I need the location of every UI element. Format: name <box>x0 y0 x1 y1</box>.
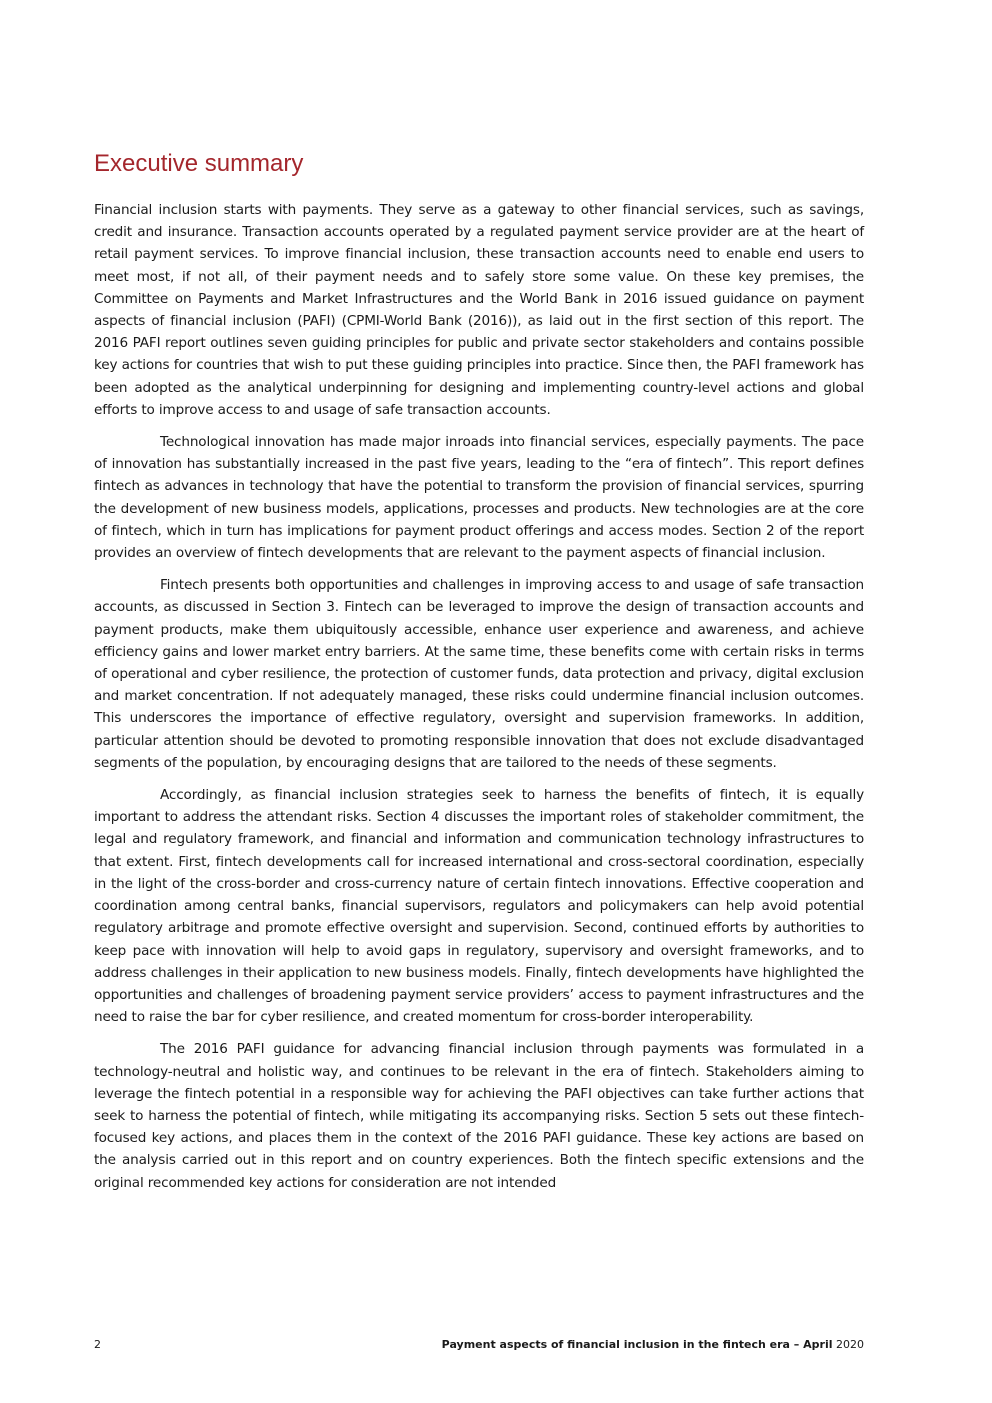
paragraph-4: Accordingly, as financial inclusion strategies seek to harness the benefits of fintech, it is equally important to address the attendant risks. Section 4 discusses the important roles of stakeholder commitment, the legal and regulatory framework, and financial and information and communication technology infrastructures to that extent. First, fintech developments call for increased international and cross-sectoral coordination, especially in the light of the cross-border and cross-currency nature of certain fintech innovations. Effective cooperation and coordination among central banks, financial supervisors, regulators and policymakers can help avoid potential regulatory arbitrage and promote effective oversight and supervision. Second, continued efforts by authorities to keep pace with innovation will help to avoid gaps in regulatory, supervisory and oversight frameworks, and to address challenges in their application to new business models. Finally, fintech developments have highlighted the opportunities and challenges of broadening payment service providers’ access to payment infrastructures and the need to raise the bar for cyber resilience, and created momentum for cross-border interoperability. <box>94 787 864 1026</box>
body-text <box>94 199 864 1204</box>
footer-title <box>442 1336 864 1354</box>
footer-year: 2020 <box>836 1338 864 1351</box>
paragraph-2: Technological innovation has made major inroads into financial services, especially payments. The pace of innovation has substantially increased in the past five years, leading to the “era of fintech”. This report defines fintech as advances in technology that have the potential to transform the provision of financial services, spurring the development of new business models, applications, processes and products. New technologies are at the core of fintech, which in turn has implications for payment product offerings and access modes. Section 2 of the report provides an overview of fintech developments that are relevant to the payment aspects of financial inclusion. <box>94 434 864 562</box>
paragraph-3: Fintech presents both opportunities and challenges in improving access to and usage of safe transaction accounts, as discussed in Section 3. Fintech can be leveraged to improve the design of transaction accounts and payment products, make them ubiquitously accessible, enhance user experience and awareness, and achieve efficiency gains and lower market entry barriers. At the same time, these benefits come with certain risks in terms of operational and cyber resilience, the protection of customer funds, data protection and privacy, digital exclusion and market concentration. If not adequately managed, these risks could undermine financial inclusion outcomes. This underscores the importance of effective regulatory, oversight and supervision frameworks. In addition, particular attention should be devoted to promoting responsible innovation that does not exclude disadvantaged segments of the population, by encouraging designs that are tailored to the needs of these segments. <box>94 577 864 771</box>
paragraph-5: The 2016 PAFI guidance for advancing financial inclusion through payments was formulated in a technology-neutral and holistic way, and continues to be relevant in the era of fintech. Stakeholders aiming to leverage the fintech potential in a responsible way for achieving the PAFI objectives can take further actions that seek to harness the potential of fintech, while mitigating its accompanying risks. Section 5 sets out these fintech-focused key actions, and places them in the context of the 2016 PAFI guidance. These key actions are based on the analysis carried out in this report and on country experiences. Both the fintech specific extensions and the original recommended key actions for consideration are not intended <box>94 1041 864 1191</box>
page-number: 2 <box>94 1338 101 1351</box>
footer-title-text: Payment aspects of financial inclusion in the fintech era – April <box>441 1338 833 1351</box>
section-heading: Executive summary <box>94 150 304 177</box>
page-footer <box>94 1336 864 1354</box>
paragraph-1: Financial inclusion starts with payments. They serve as a gateway to other financial services, such as savings, credit and insurance. Transaction accounts operated by a regulated payment service provider are at the heart of retail payment services. To improve financial inclusion, these transaction accounts need to enable end users to meet most, if not all, of their payment needs and to safely store some value. On these key premises, the Committee on Payments and Market Infrastructures and the World Bank in 2016 issued guidance on payment aspects of financial inclusion (PAFI) (CPMI-World Bank (2016)), as laid out in the first section of this report. The 2016 PAFI report outlines seven guiding principles for public and private sector stakeholders and contains possible key actions for countries that wish to put these guiding principles into practice. Since then, the PAFI framework has been adopted as the analytical underpinning for designing and implementing country-level actions and global efforts to improve access to and usage of safe transaction accounts. <box>94 202 864 418</box>
